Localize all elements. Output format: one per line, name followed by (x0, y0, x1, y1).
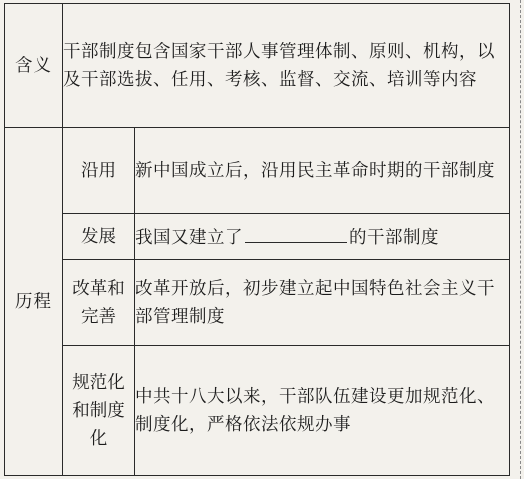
stage-label-1-line-1: 沿用 (81, 160, 116, 181)
stage-label-1 (63, 128, 135, 214)
stage-label-4-line-1: 规范化 (72, 372, 125, 393)
stage-label-4-line-2: 和制度 (72, 400, 125, 421)
fill-in-blank[interactable] (245, 222, 347, 243)
page-edge-dashed-line (520, 0, 521, 479)
history-stage-row-4 (5, 346, 510, 476)
stage-text-2-before: 我国又建立了 (135, 227, 243, 248)
history-stage-row-2 (5, 214, 510, 260)
stage-label-2-line-1: 发展 (81, 226, 116, 247)
history-stage-row-3 (5, 260, 510, 346)
stage-label-2 (63, 214, 135, 260)
history-stage-row-1 (5, 128, 510, 214)
meaning-row (5, 4, 510, 128)
stage-text-4: 中共十八大以来，干部队伍建设更加规范化、制度化，严格依法依规办事 (135, 346, 510, 476)
stage-text-2-after: 的干部制度 (349, 227, 439, 248)
cadre-system-table (4, 3, 510, 476)
meaning-text: 干部制度包含国家干部人事管理体制、原则、机构，以及干部选拔、任用、考核、监督、交流、培训等内容 (63, 4, 510, 128)
meaning-label: 含义 (5, 4, 63, 128)
stage-label-3 (63, 260, 135, 346)
history-label: 历程 (5, 128, 63, 476)
stage-text-2 (135, 214, 510, 260)
stage-label-4 (63, 346, 135, 476)
stage-text-1: 新中国成立后，沿用民主革命时期的干部制度 (135, 128, 510, 214)
stage-label-3-line-2: 完善 (81, 306, 116, 327)
stage-text-3: 改革开放后，初步建立起中国特色社会主义干部管理制度 (135, 260, 510, 346)
stage-label-4-line-3: 化 (89, 428, 108, 449)
stage-label-3-line-1: 改革和 (72, 278, 125, 299)
